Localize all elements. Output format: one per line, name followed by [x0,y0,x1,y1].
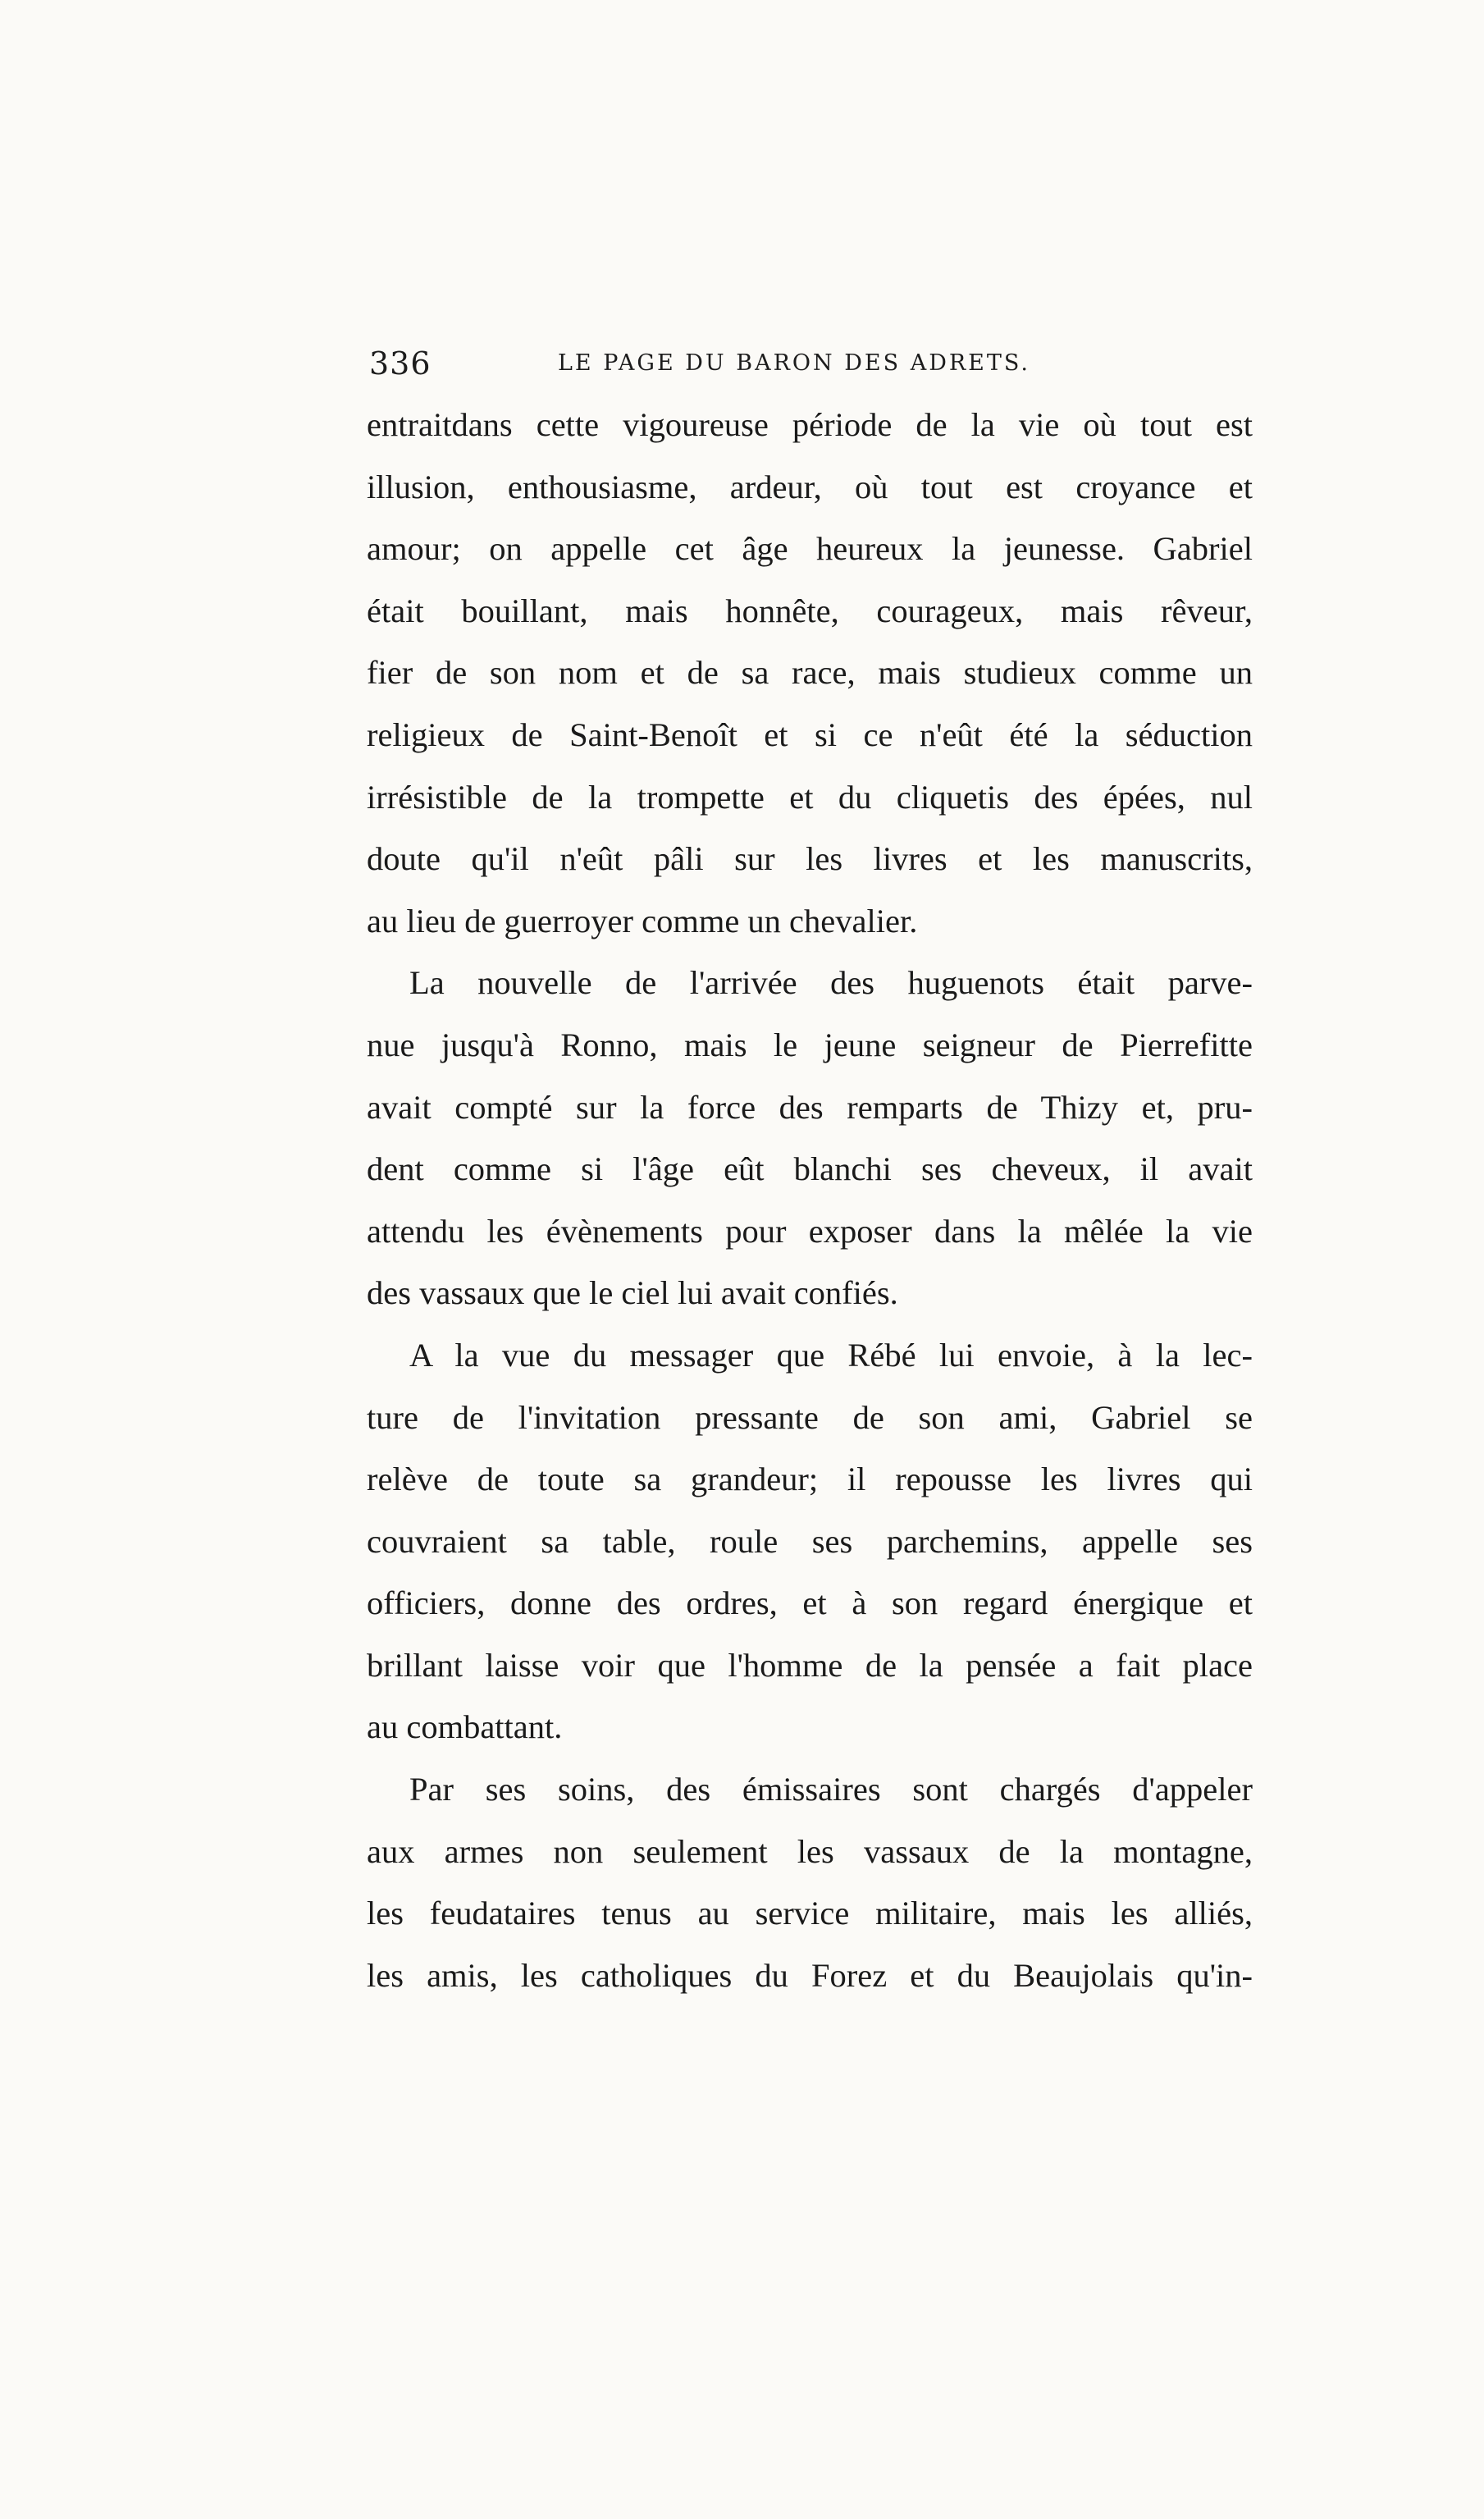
paragraph [367,1758,1253,2006]
body-text [367,394,1253,2006]
text-line: les feudataires tenus au service militaire, mais les alliés, [367,1895,1253,1932]
text-line: ture de l'invitation pressante de son ami, Gabriel se [367,1398,1253,1436]
text-line: La nouvelle de l'arrivée des huguenots était parve- [409,964,1253,1002]
running-head [369,341,1259,390]
text-line: amour; on appelle cet âge heureux la jeunesse. Gabriel [367,530,1253,568]
paragraph [367,1324,1253,1758]
page-number: 336 [369,345,432,382]
text-line: des vassaux que le ciel lui avait confiés. [367,1274,898,1312]
text-line: attendu les évènements pour exposer dans la mêlée la vie [367,1212,1253,1250]
running-title: LE PAGE DU BARON DES ADRETS. [558,350,1031,376]
text-line: illusion, enthousiasme, ardeur, où tout est croyance et [367,468,1253,505]
text-line: Par ses soins, des émissaires sont chargés d'appeler [409,1771,1253,1808]
text-line: était bouillant, mais honnête, courageux, mais rêveur, [367,592,1253,629]
text-line: A la vue du messager que Rébé lui envoie, à la lec- [409,1336,1253,1374]
text-line: doute qu'il n'eût pâli sur les livres et les manuscrits, [367,840,1253,878]
text-line: au lieu de guerroyer comme un chevalier. [367,902,918,939]
text-line: irrésistible de la trompette et du cliquetis des épées, nul [367,778,1253,816]
text-line: relève de toute sa grandeur; il repousse les livres qui [367,1461,1253,1498]
text-line: aux armes non seulement les vassaux de la montagne, [367,1832,1253,1870]
text-line: fier de son nom et de sa race, mais studieux comme un [367,654,1253,692]
text-line: entraitdans cette vigoureuse période de la vie où tout est [367,406,1253,443]
text-line: nue jusqu'à Ronno, mais le jeune seigneur de Pierrefitte [367,1026,1253,1063]
text-line: officiers, donne des ordres, et à son regard énergique et [367,1584,1253,1622]
text-line: brillant laisse voir que l'homme de la pensée a fait place [367,1646,1253,1684]
text-line: religieux de Saint-Benoît et si ce n'eût été la séduction [367,715,1253,753]
text-line: dent comme si l'âge eût blanchi ses cheveux, il avait [367,1150,1253,1188]
paragraph [367,952,1253,1324]
text-line: couvraient sa table, roule ses parchemins, appelle ses [367,1522,1253,1560]
text-line: avait compté sur la force des remparts de Thizy et, pru- [367,1088,1253,1126]
paragraph [367,394,1253,952]
text-line: au combattant. [367,1708,563,1746]
text-line: les amis, les catholiques du Forez et du Beaujolais qu'in- [367,1956,1253,1994]
